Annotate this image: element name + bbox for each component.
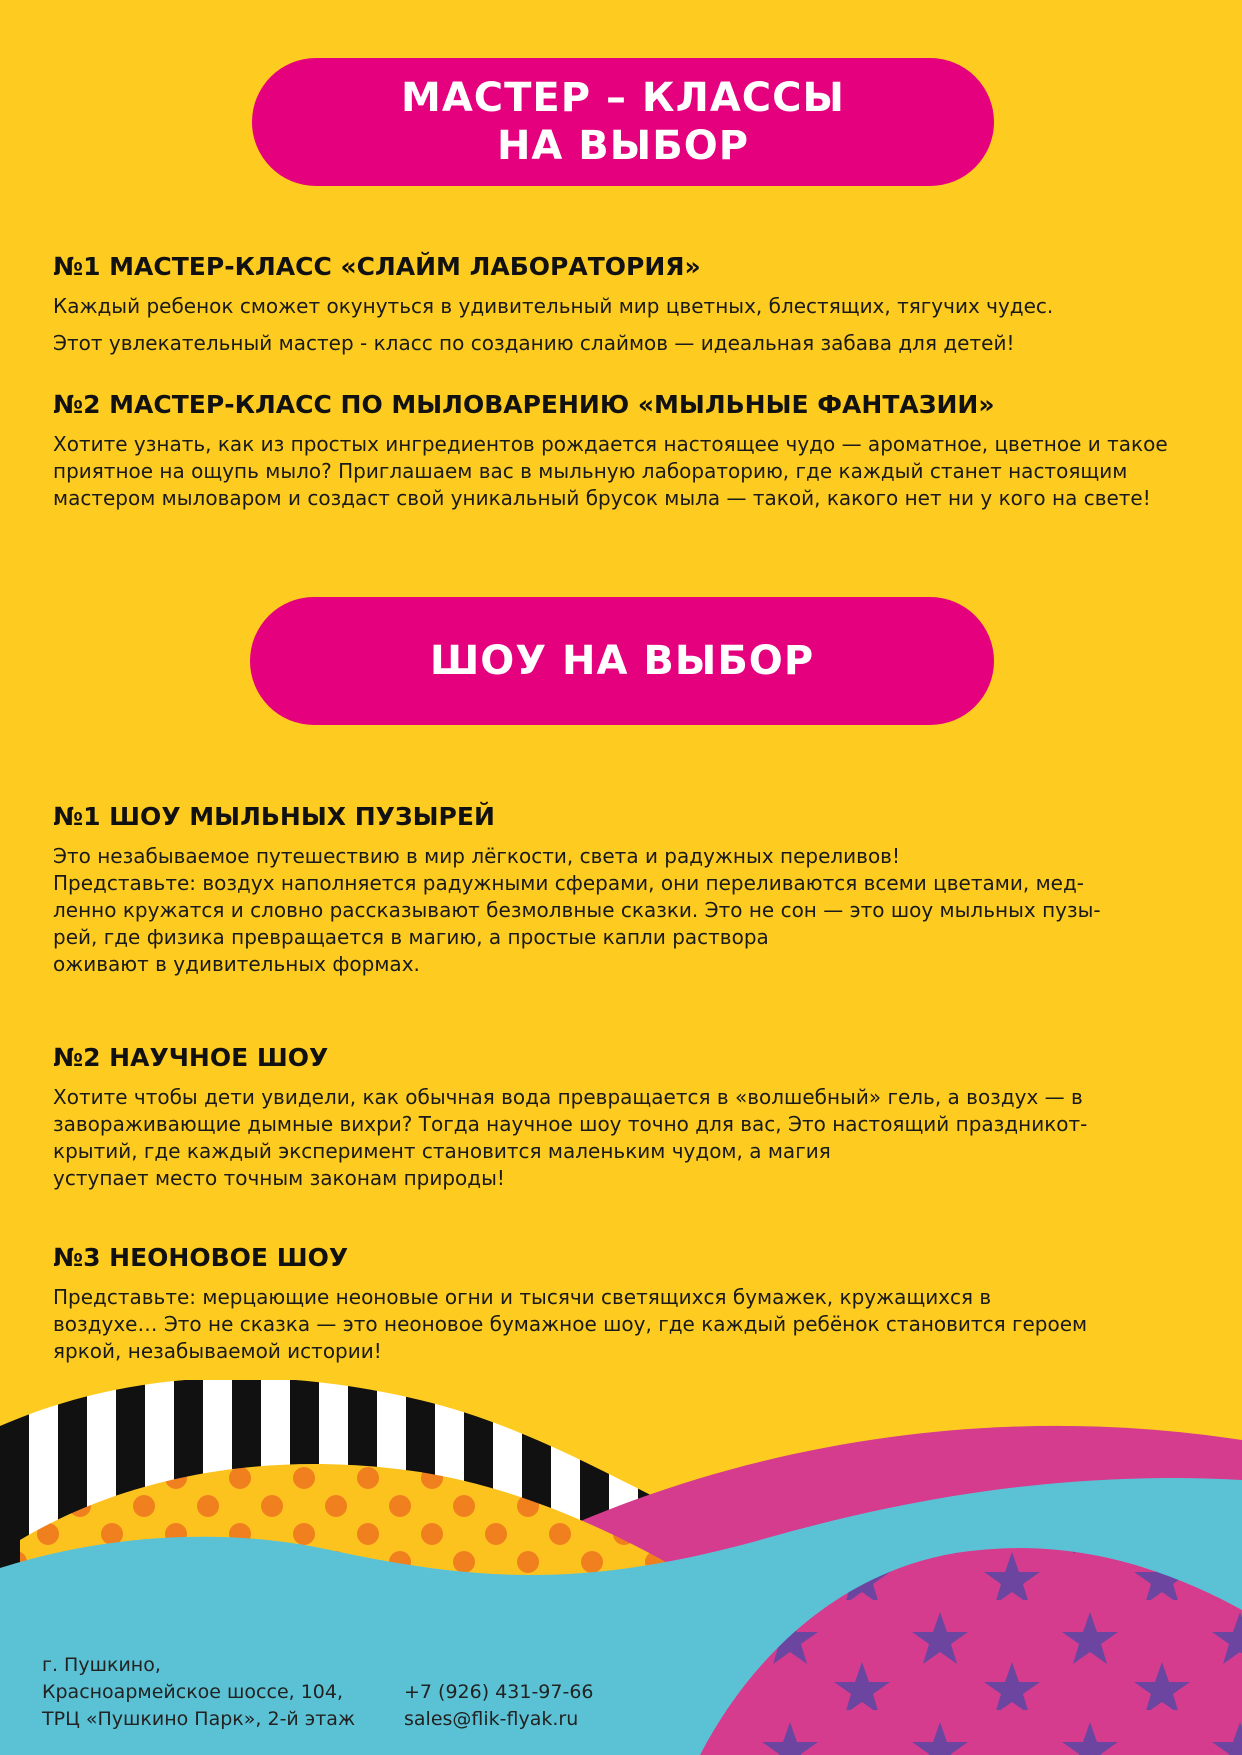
show-bubbles-text-2: Представьте: воздух наполняется радужными сферами, они переливаются всеми цветами, мед- [53, 871, 1085, 895]
footer-address-line2: Красноармейское шоссе, 104, [42, 1681, 344, 1703]
footer-contacts [404, 1679, 594, 1733]
footer-address-line3: ТРЦ «Пушкино Парк», 2-й этаж [42, 1708, 356, 1730]
show-bubbles-text-1: Это незабываемое путешествию в мир лёгкости, света и радужных переливов! [53, 844, 900, 868]
shows-banner [250, 597, 994, 725]
show-bubbles-text-3: ленно кружатся и словно рассказывают безмолвные сказки. Это не сон — это шоу мыльных пузы- [53, 898, 1101, 922]
show-neon-text-1: Представьте: мерцающие неоновые огни и тысячи светящихся бумажек, кружащихся в [53, 1285, 992, 1309]
footer-address [42, 1652, 355, 1733]
show-neon-title: №3 НЕОНОВОЕ ШОУ [53, 1243, 349, 1272]
show-bubbles-text-4: рей, где физика превращается в магию, а простые капли раствора [53, 925, 769, 949]
show-science-section [53, 1042, 1203, 1192]
footer-email-link[interactable]: sales@flik-flyak.ru [404, 1708, 579, 1730]
show-bubbles-title: №1 ШОУ МЫЛЬНЫХ ПУЗЫРЕЙ [53, 802, 495, 831]
masterclass-soap-section [53, 389, 1203, 512]
masterclass-slime-section [53, 251, 1203, 357]
show-science-text-4: уступает место точным законам природы! [53, 1166, 505, 1190]
masterclass-slime-title: №1 МАСТЕР-КЛАСС «СЛАЙМ ЛАБОРАТОРИЯ» [53, 252, 701, 281]
show-neon-text-3: яркой, незабываемой истории! [53, 1339, 382, 1363]
masterclass-soap-title: №2 МАСТЕР-КЛАСС ПО МЫЛОВАРЕНИЮ «МЫЛЬНЫЕ ФАНТАЗИИ» [53, 390, 995, 419]
footer-phone-link[interactable]: +7 (926) 431-97-66 [404, 1681, 594, 1703]
show-neon-text-2: воздухе… Это не сказка — это неоновое бумажное шоу, где каждый ребёнок становится героем [53, 1312, 1088, 1336]
footer-address-line1: г. Пушкино, [42, 1654, 161, 1676]
show-science-title: №2 НАУЧНОЕ ШОУ [53, 1043, 329, 1072]
show-bubbles-section [53, 801, 1203, 978]
masterclass-slime-text-2: Этот увлекательный мастер - класс по созданию слаймов — идеальная забава для детей! [53, 331, 1015, 355]
masterclass-slime-text-1: Каждый ребенок сможет окунуться в удивительный мир цветных, блестящих, тягучих чудес. [53, 294, 1054, 318]
masterclasses-banner-line2: НА ВЫБОР [496, 123, 750, 169]
masterclasses-banner [252, 58, 994, 186]
show-science-text-1: Хотите чтобы дети увидели, как обычная вода превращается в «волшебный» гель, а воздух — в [53, 1085, 1083, 1109]
show-bubbles-text-5: оживают в удивительных формах. [53, 952, 420, 976]
show-science-text-2: завораживающие дымные вихри? Тогда научное шоу точно для вас, Это настоящий праздникот- [53, 1112, 1088, 1136]
show-neon-section [53, 1242, 1203, 1365]
masterclass-soap-text: Хотите узнать, как из простых ингредиентов рождается настоящее чудо — ароматное, цветное и такое приятное на ощупь мыло? Приглашаем вас в мыльную лабораторию, где каждый станет настоящим мастером мыловаром и создаст свой уникальный брусок мыла — такой, какого нет ни у кого на свете! [53, 432, 1168, 510]
show-science-text-3: крытий, где каждый эксперимент становится маленьким чудом, а магия [53, 1139, 831, 1163]
masterclasses-banner-line1: МАСТЕР – КЛАССЫ [401, 75, 845, 121]
shows-banner-text: ШОУ НА ВЫБОР [429, 638, 815, 684]
